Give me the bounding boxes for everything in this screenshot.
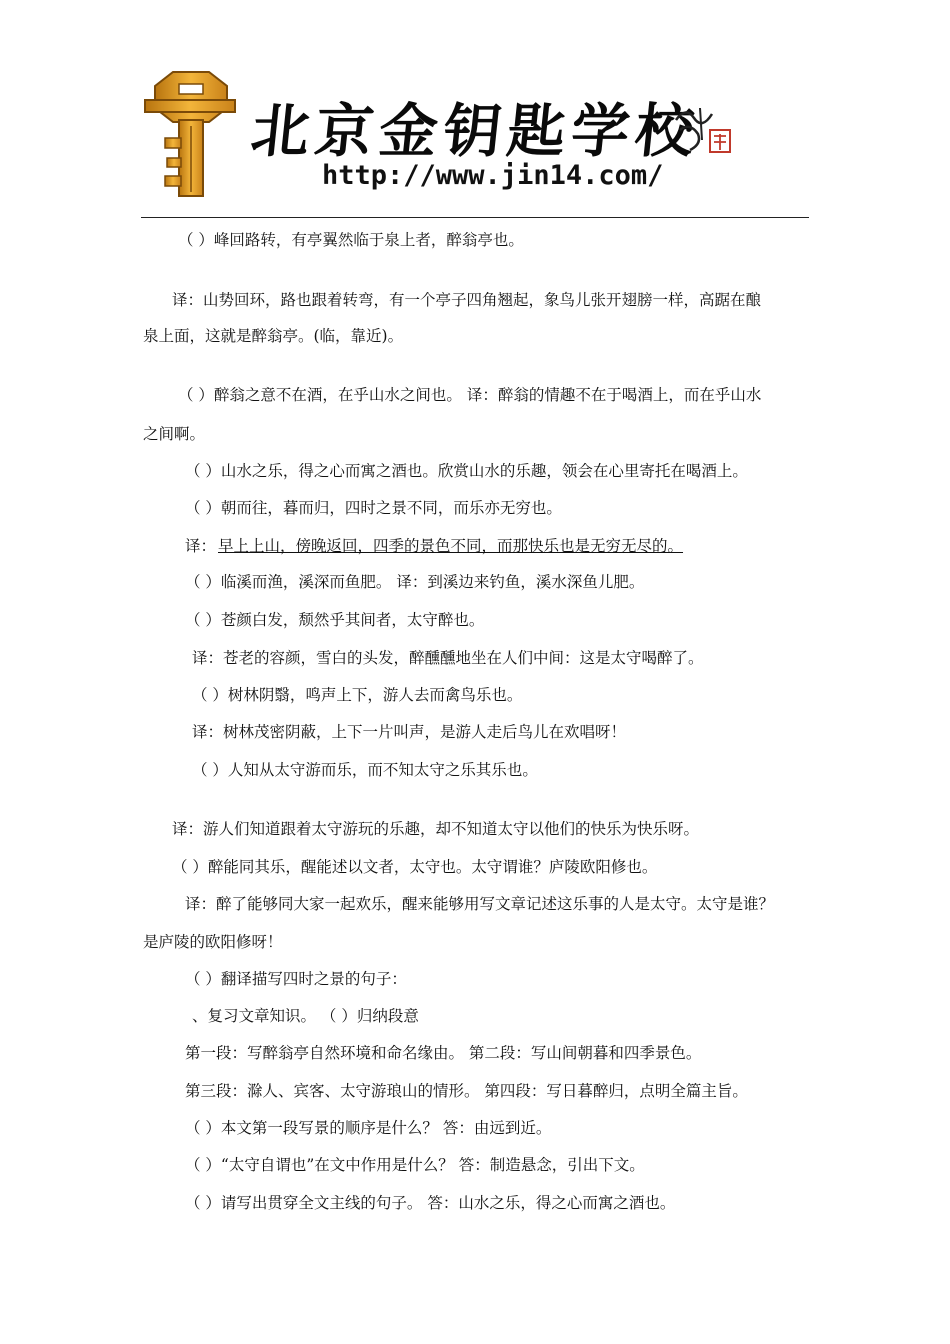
text-line: 是庐陵的欧阳修呀！	[143, 933, 283, 951]
text-line: 译：苍老的容颜，雪白的头发，醉醺醺地坐在人们中间：这是太守喝醉了。	[192, 649, 704, 667]
page-header	[0, 0, 950, 220]
text-line: （ ）“太守自谓也”在文中作用是什么？ 答：制造悬念，引出下文。	[185, 1156, 645, 1174]
text-line: （ ）本文第一段写景的顺序是什么？ 答：由远到近。	[185, 1119, 552, 1137]
school-url: http://www.jin14.com/	[322, 160, 664, 191]
text-line-underlined: 早上上山，傍晚返回，四季的景色不同，而那快乐也是无穷无尽的。	[218, 537, 684, 555]
text-line: （ ）人知从太守游而乐，而不知太守之乐其乐也。	[192, 761, 538, 779]
signature-seal-icon	[672, 100, 734, 160]
text-line: （ ）临溪而渔，溪深而鱼肥。 译：到溪边来钓鱼，溪水深鱼儿肥。	[185, 573, 645, 591]
golden-key-icon	[143, 68, 238, 200]
text-line: （ ）树林阴翳，鸣声上下，游人去而禽鸟乐也。	[192, 686, 523, 704]
text-line: （ ）翻译描写四时之景的句子：	[185, 970, 407, 988]
text-line: 译：山势回环，路也跟着转弯，有一个亭子四角翘起，象鸟儿张开翅膀一样，高踞在酿	[172, 291, 762, 309]
text-line: 译：树林茂密阴蔽，上下一片叫声，是游人走后鸟儿在欢唱呀！	[192, 723, 627, 741]
text-line: （ ）苍颜白发，颓然乎其间者，太守醉也。	[185, 611, 485, 629]
school-name: 北京金钥匙学校	[247, 97, 704, 165]
text-line: （ ）朝而往，暮而归，四时之景不同，而乐亦无穷也。	[185, 499, 562, 517]
text-line-label: 译：	[185, 537, 217, 555]
text-line: 译：游人们知道跟着太守游玩的乐趣，却不知道太守以他们的快乐为快乐呀。	[172, 820, 700, 838]
text-line: （ ）醉翁之意不在酒，在乎山水之间也。 译：醉翁的情趣不在于喝酒上，而在乎山水	[178, 386, 762, 404]
text-line: （ ）峰回路转，有亭翼然临于泉上者，醉翁亭也。	[178, 231, 524, 249]
text-line: 之间啊。	[143, 425, 206, 443]
text-line: 泉上面，这就是醉翁亭。(临，靠近)。	[143, 327, 404, 345]
text-line: 、复习文章知识。 （ ）归纳段意	[192, 1007, 419, 1025]
text-line: 第一段：写醉翁亭自然环境和命名缘由。 第二段：写山间朝暮和四季景色。	[185, 1044, 702, 1062]
text-line: 译：醉了能够同大家一起欢乐，醒来能够用写文章记述这乐事的人是太守。太守是谁？	[185, 895, 775, 913]
header-divider	[141, 217, 809, 218]
text-line: 第三段：滁人、宾客、太守游琅山的情形。 第四段：写日暮醉归，点明全篇主旨。	[185, 1082, 748, 1100]
text-line: （ ）醉能同其乐，醒能述以文者，太守也。太守谓谁？庐陵欧阳修也。	[172, 858, 658, 876]
text-line: （ ）山水之乐，得之心而寓之酒也。欣赏山水的乐趣，领会在心里寄托在喝酒上。	[185, 462, 748, 480]
text-line: （ ）请写出贯穿全文主线的句子。 答：山水之乐，得之心而寓之酒也。	[185, 1194, 676, 1212]
